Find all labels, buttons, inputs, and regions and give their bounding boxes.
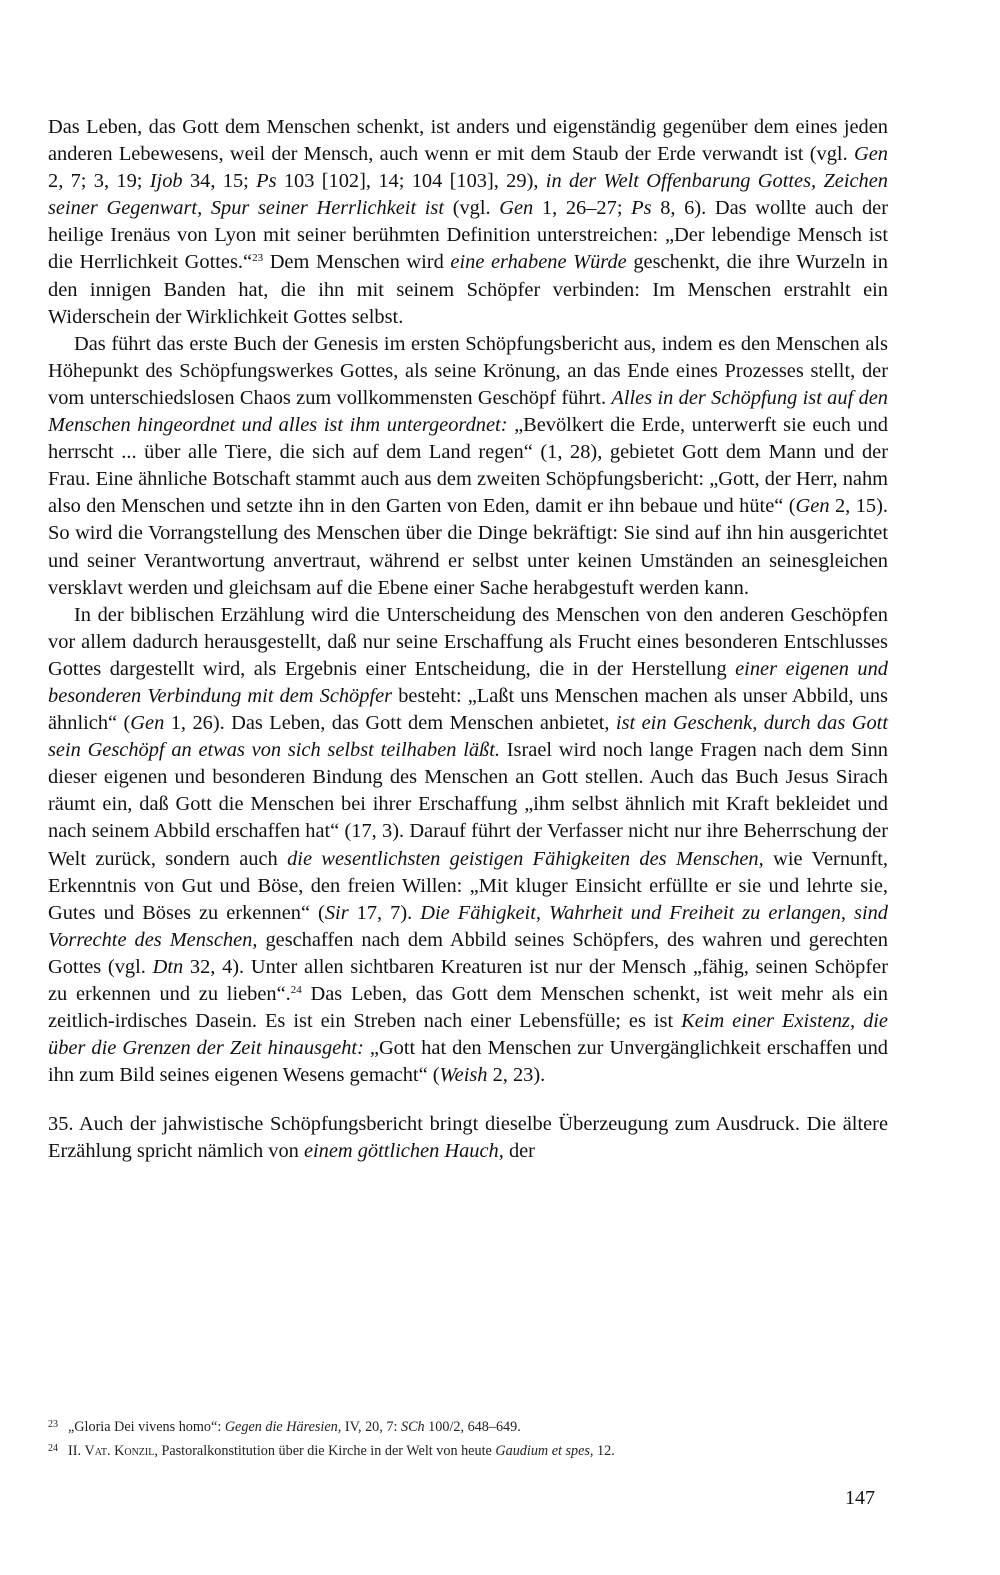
italic-text: Ps <box>631 197 652 220</box>
text-run: IV, 20, 7: <box>341 1419 401 1435</box>
text-run: 17, 7). <box>348 901 421 924</box>
text-run: Israel wird noch lange Fragen nach dem Sinn dieser eigenen und besonderen Bindung des Menschen an Gott stellen. Auch das Buch Jesus Sirach räumt ein, daß Gott die Menschen bei ihrer Erschaffung „ihm selbst ähnlich mit Kraft bekleidet und nach seinem Abbild erschaffen hat“ (17, 3). Darauf führt der Verfasser nicht nur ihre Beherrschung der Welt zurück, sondern auch <box>48 739 888 870</box>
text-run: 100/2, 648–649. <box>424 1419 521 1435</box>
text-run: geschaffen nach dem Abbild seines Schöpfers, des wahren und gerechten Gottes (vgl. <box>48 928 888 978</box>
italic-text: die wesentlichsten geistigen Fähigkeiten des Menschen, <box>287 847 764 870</box>
footnote-mark: 23 <box>48 1419 58 1430</box>
text-run: wie Vernunft, Erkenntnis von Gut und Böse, den freien Willen: „Mit kluger Einsicht erfüllte er sie und lehrte sie, Gutes und Böses zu erkennen“ ( <box>48 847 888 924</box>
text-run: 12. <box>593 1443 615 1459</box>
italic-text: Gen <box>854 143 888 166</box>
section-paragraph <box>48 1111 888 1165</box>
text-run: 1, 26). Das Leben, das Gott dem Menschen anbietet, <box>164 712 616 735</box>
text-run: 35. Auch der jahwistische Schöpfungsbericht bringt dieselbe Überzeugung zum Ausdruck. Die ältere Erzählung spricht nämlich von <box>48 1113 888 1163</box>
italic-text: SCh <box>400 1419 425 1435</box>
italic-text: Sir <box>324 901 349 924</box>
text-run: 2, 7; 3, 19; <box>48 170 150 193</box>
italic-text: in der Welt Offenbarung Gottes, Zeichen seiner Gegenwart, Spur seiner Herrlichkeit ist <box>48 170 888 220</box>
text-run: „Gloria Dei vivens homo“: <box>68 1419 225 1435</box>
page-number: 147 <box>845 1487 875 1509</box>
text-run: (vgl. <box>444 197 500 220</box>
italic-text: einem göttlichen Hauch, <box>303 1140 504 1163</box>
paragraph <box>48 114 888 331</box>
footnotes <box>48 1414 888 1462</box>
paragraph <box>48 331 888 602</box>
italic-text: Gen <box>499 197 534 220</box>
footnote-reference: 24 <box>290 984 302 996</box>
text-run: 1, 26–27; <box>533 197 632 220</box>
footnote <box>48 1438 888 1462</box>
body-text <box>48 114 888 1166</box>
italic-text: Alles in der Schöpfung ist auf den Menschen hingeordnet und alles ist ihm untergeordnet: <box>48 386 889 437</box>
text-run: 34, 15; <box>182 170 257 193</box>
paragraph <box>48 602 888 1090</box>
italic-text: Ps <box>256 170 277 193</box>
text-run: II. <box>68 1443 85 1459</box>
text-run: geschenkt, die ihre Wurzeln in den innigen Banden hat, die ihn mit seinem Schöpfer verbinden: Im Menschen erstrahlt ein Widerschein der Wirklichkeit Gottes selbst. <box>48 251 888 328</box>
text-run: Das Leben, das Gott dem Menschen schenkt, ist anders und eigenständig gegenüber dem eines jeden anderen Lebewesens, weil der Mensch, auch wenn er mit dem Staub der Erde verwandt ist (vgl. <box>48 116 888 166</box>
text-run: 32, 4). Unter allen sichtbaren Kreaturen ist nur der Mensch „fähig, seinen Schöpfer zu erkennen und zu lieben“. <box>48 955 888 1005</box>
italic-text: Die Fähigkeit, Wahrheit und Freiheit zu erlangen, sind Vorrechte des Menschen, <box>48 901 889 951</box>
text-run: Dem Menschen wird <box>263 251 451 274</box>
italic-text: Gen <box>795 495 830 518</box>
text-run: „Bevölkert die Erde, unterwerft sie euch und herrscht ... über alle Tiere, die sich auf dem Land regen“ (1, 28), gebietet Gott dem Mann und der Frau. Eine ähnliche Botschaft stammt auch aus dem zweiten Schöpfungsbericht: „Gott, der Herr, nahm also den Menschen und setzte ihn in den Garten von Eden, damit er ihn bebaue und hüte“ ( <box>48 414 888 518</box>
italic-text: Gegen die Häresien, <box>224 1419 342 1435</box>
italic-text: eine erhabene Würde <box>450 251 627 274</box>
italic-text: Dtn <box>152 955 184 978</box>
text-run: 2, 23). <box>487 1064 546 1087</box>
footnote-reference: 23 <box>252 252 264 265</box>
italic-text: Weish <box>439 1064 488 1087</box>
italic-text: einer eigenen und besonderen Verbindung mit dem Schöpfer <box>48 657 888 707</box>
text-run: 8, 6). Das wollte auch der heilige Irenäus von Lyon mit seiner berühmten Definition unterstreichen: „Der lebendige Mensch ist die Herrlichkeit Gottes.“ <box>48 197 888 274</box>
italic-text: Ijob <box>149 170 183 193</box>
text-run: besteht: „Laßt uns Menschen machen als unser Abbild, uns ähnlich“ ( <box>48 684 888 735</box>
text-run: „Gott hat den Menschen zur Unvergänglichkeit erschaffen und ihn zum Bild seines eigenen Wesens gemacht“ ( <box>48 1037 889 1087</box>
footnote <box>48 1414 888 1438</box>
text-run: 2, 15). So wird die Vorrangstellung des Menschen über die Dinge bekräftigt: Sie sind auf ihn hin ausgerichtet und seiner Verantwortung anvertraut, während er selbst unter keinen Umständen an seinesgleichen versklavt werden und gleichsam auf die Ebene einer Sache herabgestuft werden kann. <box>48 495 888 599</box>
text-run: In der biblischen Erzählung wird die Unterscheidung des Menschen von den anderen Geschöpfen vor allem dadurch herausgestellt, daß nur seine Erschaffung als Frucht eines besonderen Entschlusses Gottes dargestellt wird, als Ergebnis einer Entscheidung, die in der Herstellung <box>48 603 888 680</box>
italic-text: ist ein Geschenk, durch das Gott sein Geschöpf an etwas von sich selbst teilhaben läßt. <box>48 712 888 762</box>
small-caps-text: Vat. Konzil <box>84 1443 155 1459</box>
footnote-mark: 24 <box>48 1443 58 1454</box>
text-run: Das Leben, das Gott dem Menschen schenkt, ist weit mehr als ein zeitlich-irdisches Dasein. Es ist ein Streben nach einer Lebensfülle; es ist <box>48 983 888 1033</box>
italic-text: Keim einer Existenz, die über die Grenzen der Zeit hinausgeht: <box>48 1010 888 1060</box>
text-run: , Pastoralkonstitution über die Kirche in der Welt von heute <box>154 1443 496 1459</box>
text-run: 103 [102], 14; 104 [103], 29), <box>276 170 546 193</box>
italic-text: Gaudium et spes, <box>495 1443 594 1459</box>
text-run: Das führt das erste Buch der Genesis im ersten Schöpfungsbericht aus, indem es den Menschen als Höhepunkt des Schöpfungswerkes Gottes, als seine Krönung, an das Ende eines Prozesses stellt, der vom unterschiedslosen Chaos zum vollkommensten Geschöpf führt. <box>48 332 888 409</box>
text-run: der <box>503 1140 535 1163</box>
italic-text: Gen <box>130 712 165 735</box>
